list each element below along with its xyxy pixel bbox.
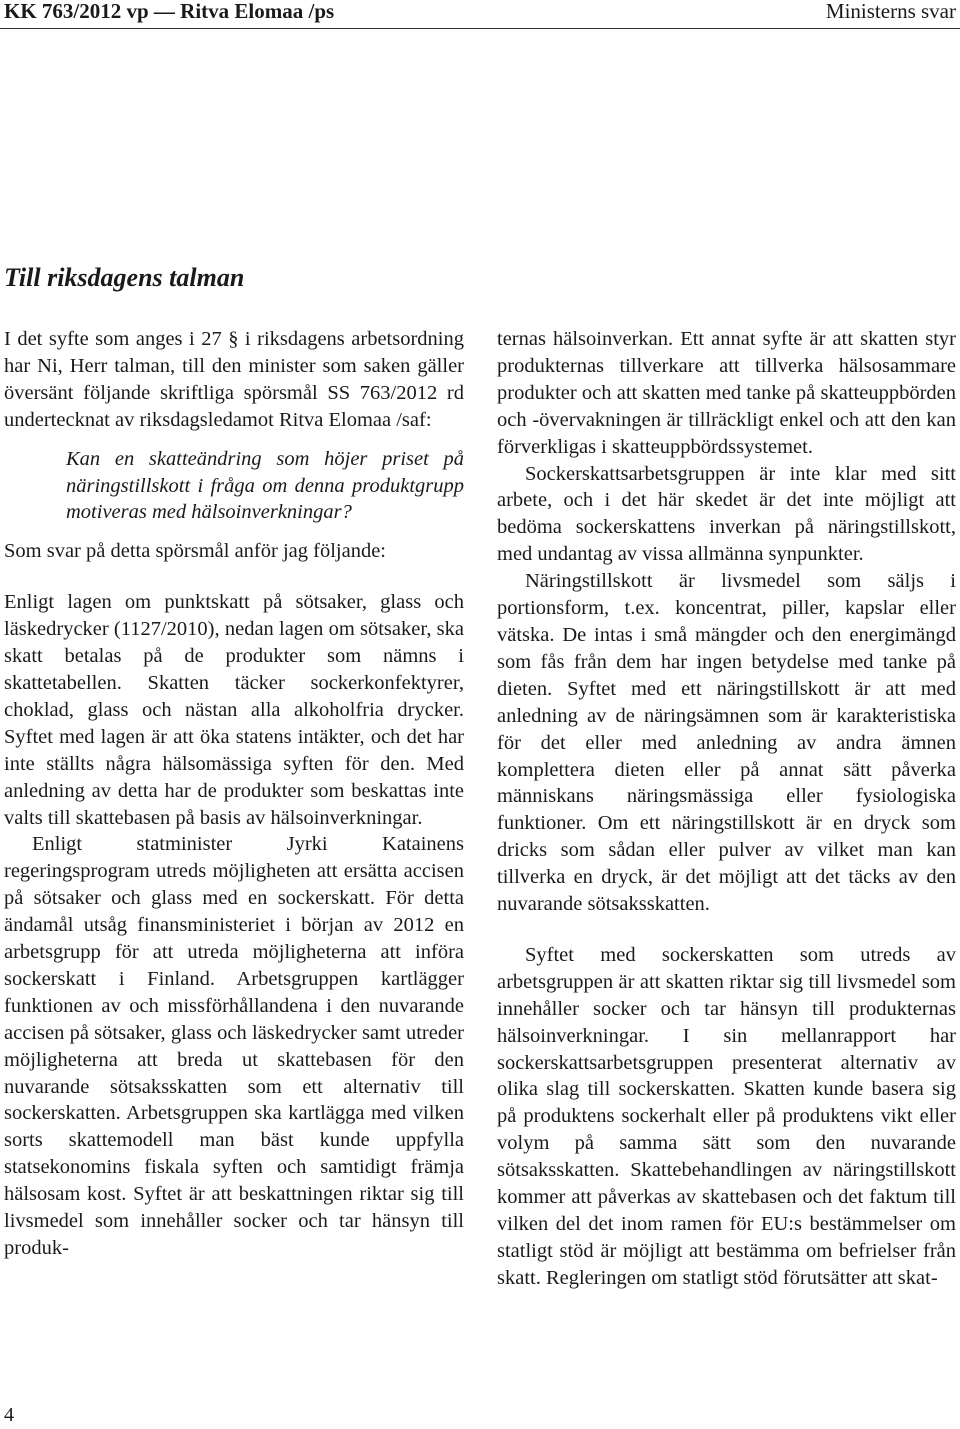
body-paragraph: Sockerskattsarbetsgruppen är inte klar med sitt arbete, och i det här skedet är det inte möjligt att bedöma sockerskattens inverkan på näringstillskott, med undantag av vissa allmänna synpunkter. (497, 462, 956, 566)
header-divider (0, 28, 960, 29)
answer-intro: Som svar på detta spörsmål anför jag följande: (4, 540, 386, 563)
page-header (0, 0, 960, 22)
left-column (4, 326, 464, 1262)
body-paragraph: ternas hälsoinverkan. Ett annat syfte är att skatten styr produkternas tillverkare att tillverka hälsosammare produkter och att skatten med tanke på skatteuppbörden och -övervakningen är tillräckligt enkel och att den kan förverkligas i skatteuppbördssystemet. (497, 328, 956, 458)
body-paragraph: Enligt lagen om punktskatt på sötsaker, glass och läskedrycker (1127/2010), nedan lagen om sötsaker, ska skatt betalas på de produkter som nämns i skattetabellen. Skatten täcker sockerkonfektyrer, choklad, glass och nästan alla alkoholfria drycker. Syftet med lagen är att öka statens intäkter, och det har inte ställts några hälsomässiga syften för den. Med anledning av detta har de produkter som beskattas inte valts till skattebasen på basis av hälsoinverkningar. (4, 591, 464, 829)
intro-paragraph: I det syfte som anges i 27 § i riksdagens arbetsordning har Ni, Herr talman, till den minister som saken gäller översänt följande skriftliga spörsmål SS 763/2012 rd undertecknat av riksdagsledamot Ritva Elomaa /saf: (4, 328, 464, 431)
document-reference: KK 763/2012 vp — Ritva Elomaa /ps (4, 0, 335, 23)
question-text: Kan en skatteändring som höjer priset på näringstillskott i fråga om denna produktgrupp motiveras med hälsoinverkningar? (66, 447, 464, 524)
right-column (497, 326, 956, 1292)
page-number: 4 (4, 1404, 14, 1426)
section-label: Ministerns svar (825, 0, 956, 23)
body-paragraph: Enligt statminister Jyrki Katainens regeringsprogram utreds möjligheten att ersätta accisen på sötsaker och glass med en sockerskatt. För detta ändamål utsåg finansministeriet i början av 2012 en arbetsgrupp för att utreda möjligheterna att införa sockerskatt i Finland. Arbetsgruppen kartlägger funktionen av och missförhållandena i den nuvarande accisen på sötsaker, glass och läskedrycker samt utreder möjligheterna att breda ut skattebasen för den nuvarande sötsaksskatten som ett alternativ till sockerskatten. Arbetsgruppen ska kartlägga med vilken sorts skattemodell man bäst kunde uppfylla statsekonomins fiskala syften och samtidigt främja hälsosam kost. Syftet är att beskattningen riktar sig till livsmedel som innehåller socker och tar hänsyn till produk- (4, 833, 464, 1259)
body-paragraph: Näringstillskott är livsmedel som säljs i portionsform, t.ex. koncentrat, piller, kapslar eller vätska. De intas i små mängder och den energimängd som fås från dem har ingen betydelse med tanke på dieten. Syftet med ett näringstillskott är att med anledning av de näringsämnen som är karakteristiska för det eller med anledning av andra ämnen komplettera dieten eller på annat sätt påverka människans näringsmässiga eller fysiologiska funktioner. Om ett näringstillskott är en dryck som dricks som sådan eller pulver av vilket man kan tillverka en dryck, är det möjligt att det täcks av den nuvarande sötsaksskatten. (497, 570, 956, 916)
body-paragraph: Syftet med sockerskatten som utreds av arbetsgruppen är att skatten riktar sig till livsmedel som innehåller socker och tar hänsyn till produkternas hälsoinverkningar. I sin mellanrapport har sockerskattsarbetsgruppen presenterat alternativ av olika slag till sockerskatten. Skatten kunde basera sig på produktens sockerhalt eller på produktens vikt eller volym på samma sätt som den nuvarande sötsaksskatten. Skattebehandlingen av näringstillskott kommer att påverkas av skattebasen och det faktum till vilken del det inom ramen för EU:s bestämmelser om statligt stöd är möjligt att bestämma om befrielser från skatt. Regleringen om statligt stöd förutsätter att skat- (497, 943, 956, 1289)
page-title: Till riksdagens talman (4, 263, 245, 292)
